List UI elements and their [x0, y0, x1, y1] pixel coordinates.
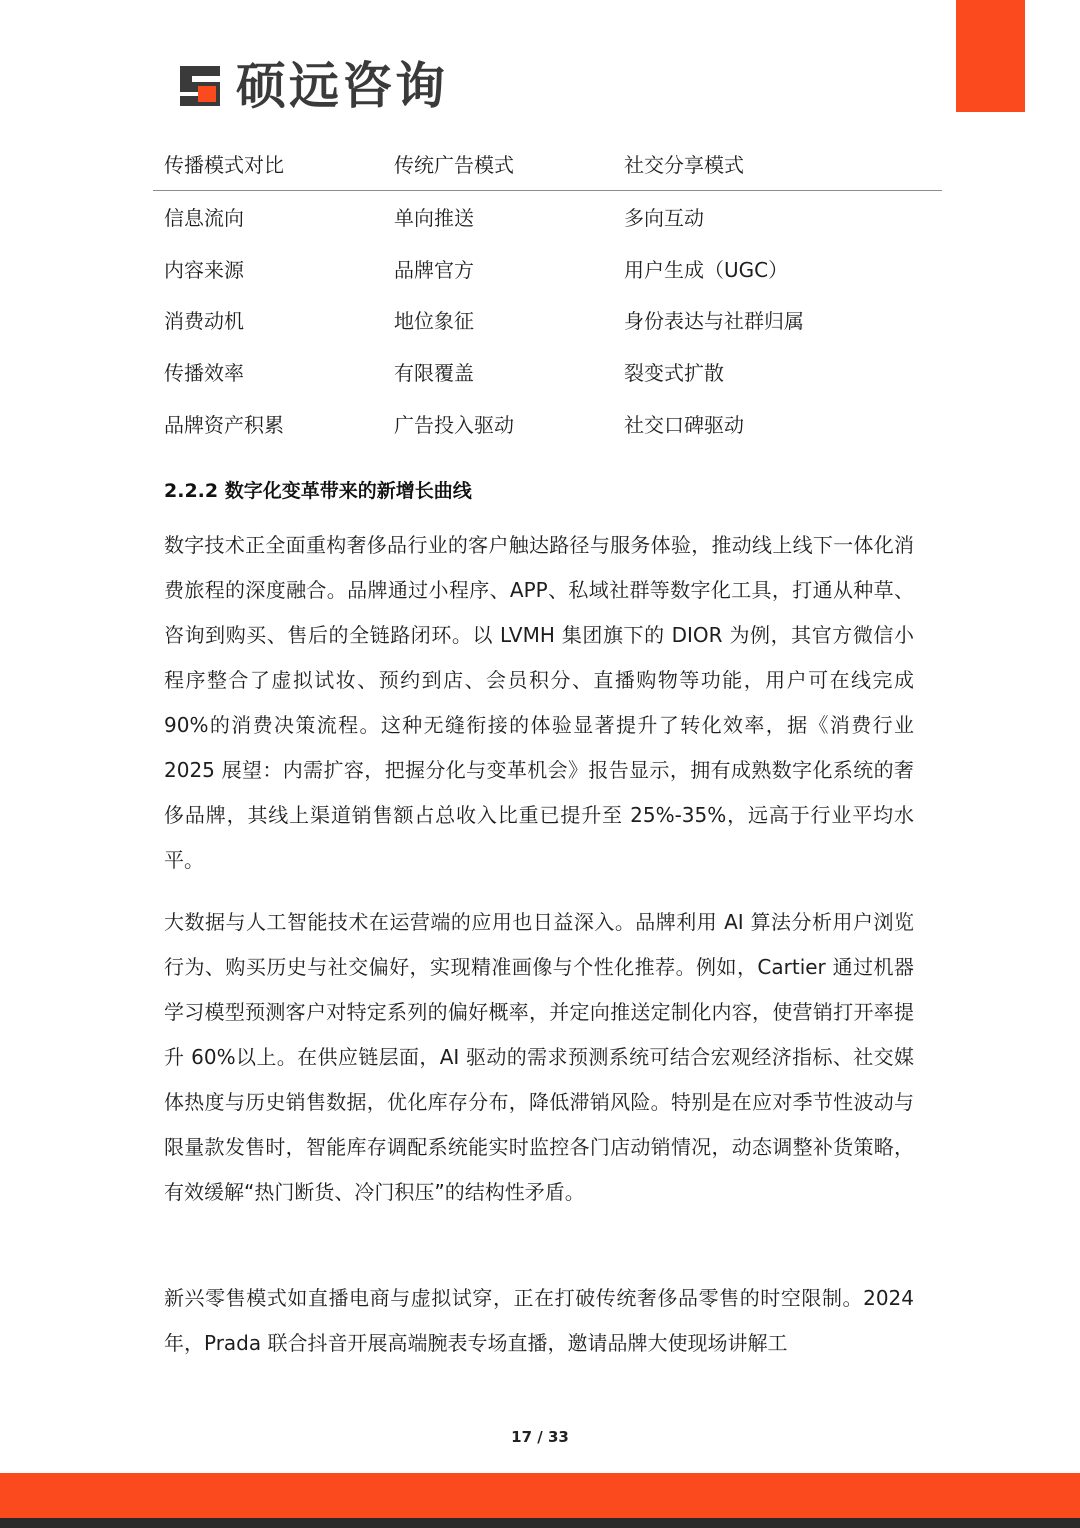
table-cell: 有限覆盖: [394, 361, 474, 386]
brand-name: 硕远咨询: [236, 57, 448, 115]
table-cell: 多向互动: [624, 206, 704, 231]
brand-s-logo-icon: [176, 62, 224, 110]
page-number: 17 / 33: [511, 1428, 569, 1446]
table-cell: 消费动机: [164, 309, 244, 334]
corner-accent-tab: [956, 0, 1025, 112]
table-row: [153, 243, 942, 295]
table-header-cell: 传统广告模式: [383, 136, 613, 191]
table-cell: 用户生成（UGC）: [624, 257, 789, 282]
body-paragraph: 新兴零售模式如直播电商与虚拟试穿，正在打破传统奢侈品零售的时空限制。2024 年，Prada 联合抖音开展高端腕表专场直播，邀请品牌大使现场讲解工: [164, 1286, 914, 1355]
table-row: [153, 294, 942, 346]
table-row: [153, 191, 942, 243]
table-cell: 地位象征: [394, 309, 474, 334]
footer-dark-strip: [0, 1518, 1080, 1528]
table-cell: 单向推送: [394, 206, 474, 231]
body-paragraph: 大数据与人工智能技术在运营端的应用也日益深入。品牌利用 AI 算法分析用户浏览行为、购买历史与社交偏好，实现精准画像与个性化推荐。例如，Cartier 通过机器学习模型预测客户对特定系列的偏好概率，并定向推送定制化内容，使营销打开率提升 60%以上。在供应链层面，AI 驱动的需求预测系统可结合宏观经济指标、社交媒体热度与历史销售数据，优化库存分布，降低滞销风险。特别是在应对季节性波动与限量款发售时，智能库存调配系统能实时监控各门店动销情况，动态调整补货策略，有效缓解“热门断货、冷门积压”的结构性矛盾。: [164, 910, 914, 1204]
table-cell: 广告投入驱动: [394, 412, 514, 437]
table-cell: 传播效率: [164, 361, 244, 386]
table-header-cell: 社交分享模式: [613, 136, 942, 191]
table-row: [153, 346, 942, 398]
table-header-cell: 传播模式对比: [153, 136, 383, 191]
table-cell: 裂变式扩散: [624, 361, 724, 386]
comparison-table: [153, 136, 942, 449]
table-cell: 内容来源: [164, 257, 244, 282]
table-cell: 信息流向: [164, 206, 244, 231]
table-header-row: [153, 136, 942, 191]
table-cell: 品牌资产积累: [164, 412, 284, 437]
table-row: [153, 397, 942, 449]
table-cell: 品牌官方: [394, 257, 474, 282]
body-paragraph: 数字技术正全面重构奢侈品行业的客户触达路径与服务体验，推动线上线下一体化消费旅程的深度融合。品牌通过小程序、APP、私域社群等数字化工具，打通从种草、咨询到购买、售后的全链路闭环。以 LVMH 集团旗下的 DIOR 为例，其官方微信小程序整合了虚拟试妆、预约到店、会员积分、直播购物等功能，用户可在线完成 90%的消费决策流程。这种无缝衔接的体验显著提升了转化效率，据《消费行业 2025 展望：内需扩容，把握分化与变革机会》报告显示，拥有成熟数字化系统的奢侈品牌，其线上渠道销售额占总收入比重已提升至 25%-35%，远高于行业平均水平。: [164, 533, 914, 872]
footer-accent-bar: [0, 1473, 1080, 1518]
table-cell: 社交口碑驱动: [624, 412, 744, 437]
brand-logo: [176, 58, 448, 114]
section-heading: 2.2.2 数字化变革带来的新增长曲线: [164, 480, 472, 502]
table-cell: 身份表达与社群归属: [624, 309, 804, 334]
